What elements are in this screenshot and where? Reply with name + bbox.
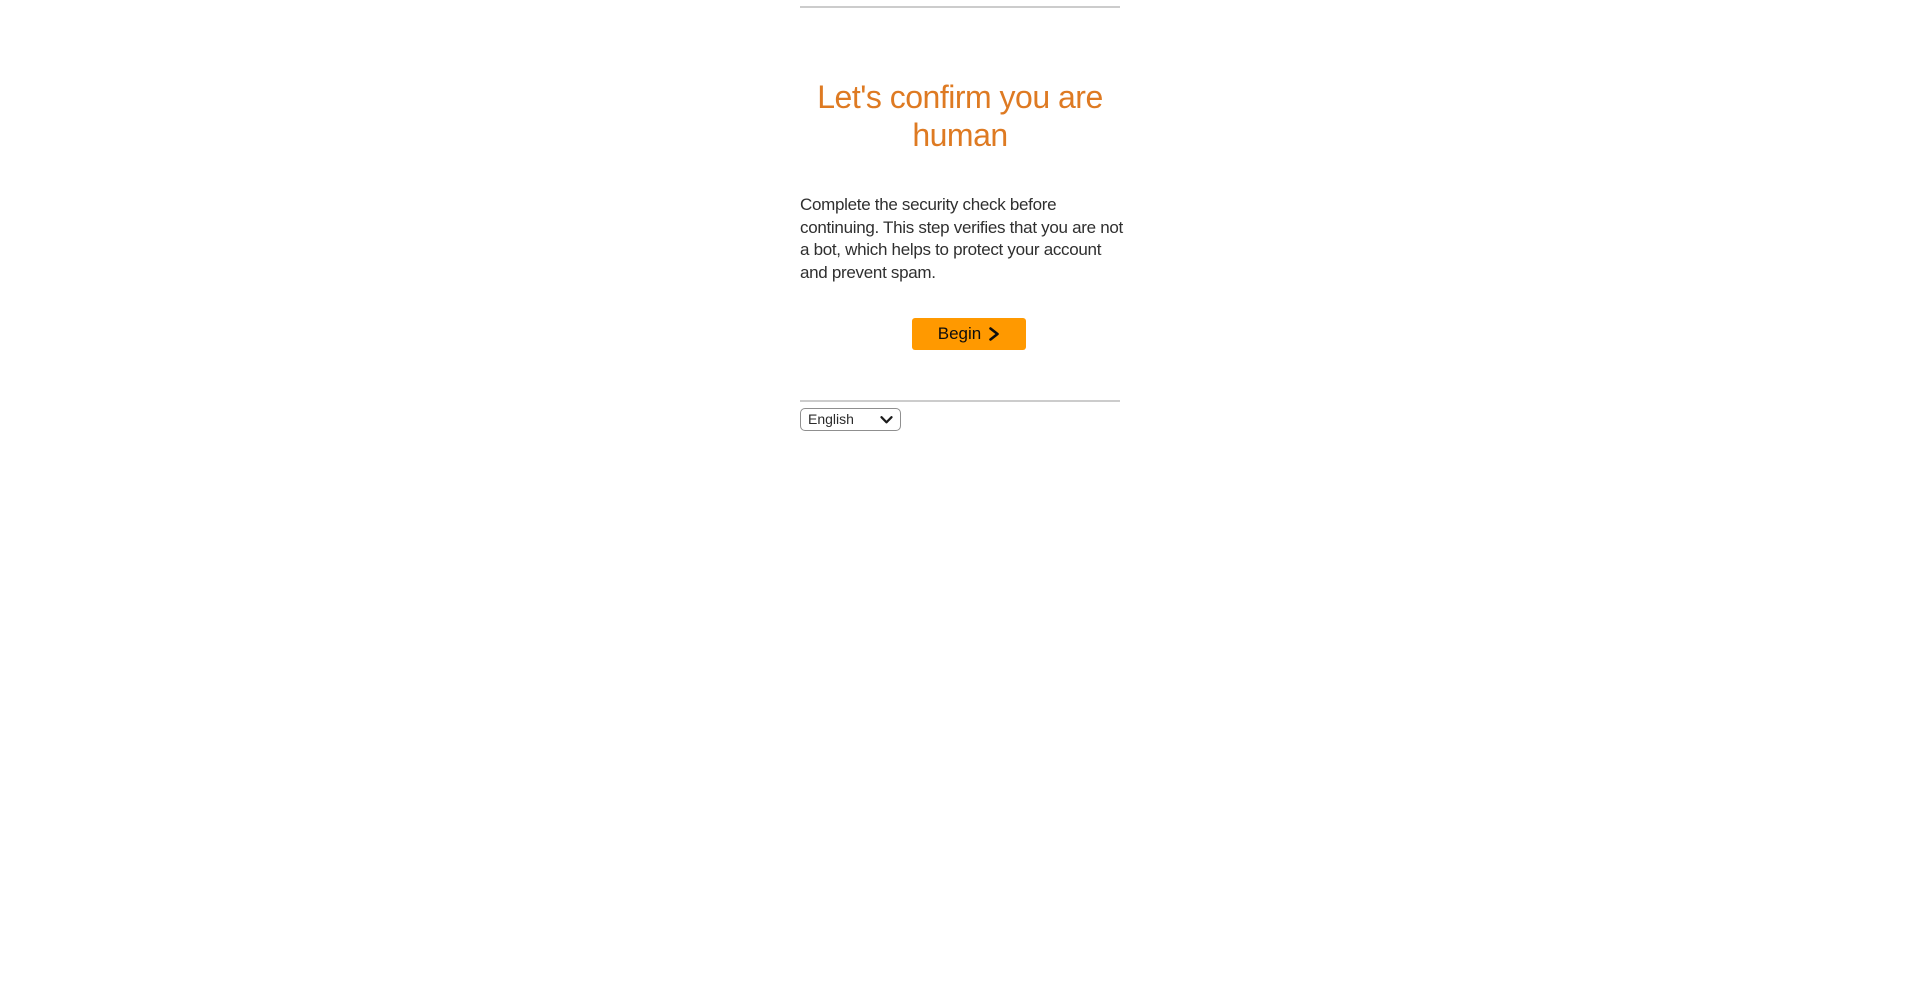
begin-button-label: Begin xyxy=(937,324,982,343)
intro-line: continuing. This step verifies that you are not xyxy=(800,217,1123,237)
chevron-right-icon xyxy=(988,326,1000,342)
intro-line: Complete the security check before xyxy=(800,195,1057,214)
cta-row xyxy=(800,318,1120,350)
top-divider xyxy=(800,6,1120,8)
footer-divider xyxy=(800,400,1120,402)
begin-button[interactable] xyxy=(912,318,1026,350)
intro-line: a bot, which helps to protect your account xyxy=(800,240,1102,259)
intro-line: and prevent spam. xyxy=(800,262,936,282)
language-select[interactable] xyxy=(800,408,901,431)
security-check-panel xyxy=(800,6,1123,431)
language-select-wrapper xyxy=(800,408,901,431)
intro-text xyxy=(800,194,1123,284)
language-row xyxy=(800,408,1120,431)
page-title: Let's confirm you are human xyxy=(817,79,1103,153)
